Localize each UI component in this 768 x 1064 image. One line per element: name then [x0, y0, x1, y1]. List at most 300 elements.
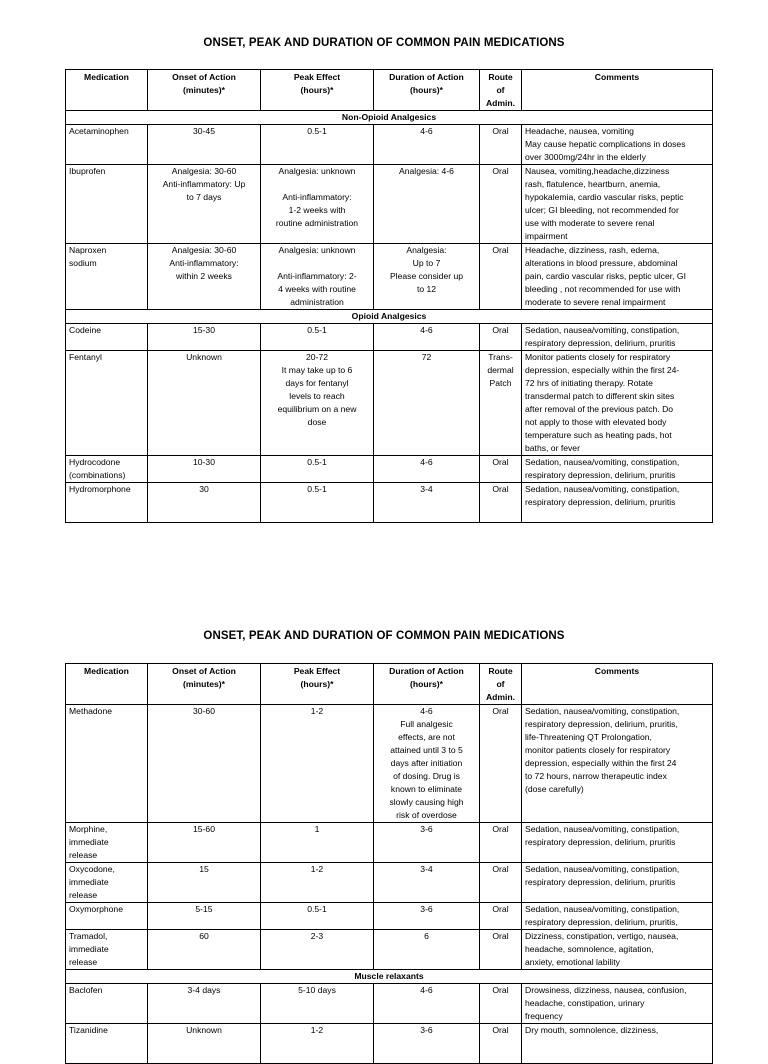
header-text: Peak Effect: [293, 72, 341, 82]
cell-line: Oral: [492, 166, 509, 176]
cell-line: 1: [314, 824, 320, 834]
cell-line: depression, especially within the first 24-: [525, 365, 680, 375]
cell-line: temperature such as heating pads, hot: [525, 430, 672, 440]
cell-line: known to eliminate: [390, 784, 463, 794]
cell-line: Oral: [492, 126, 509, 136]
cell-line: routine administration: [275, 218, 359, 228]
cell-comments: [522, 823, 713, 863]
cell-line: ulcer; GI bleeding, not recommended for: [525, 205, 679, 215]
cell-line: 15-60: [193, 824, 215, 834]
header-route: [480, 664, 522, 705]
header-text: Duration of Action: [389, 72, 464, 82]
cell-line: 0.5-1: [307, 126, 327, 136]
cell-line: headache, constipation, urinary: [525, 998, 645, 1008]
header-text: (minutes)*: [182, 85, 226, 95]
header-comments: [522, 70, 713, 111]
cell-duration: [374, 324, 480, 351]
cell-peak: [261, 125, 374, 165]
cell-duration: [374, 456, 480, 483]
cell-medication: [66, 930, 148, 970]
header-text: (hours)*: [300, 679, 334, 689]
cell-line: Headache, dizziness, rash, edema,: [525, 245, 660, 255]
cell-route: [480, 863, 522, 903]
cell-line: 4 weeks with routine: [278, 284, 356, 294]
header-medication: [66, 664, 148, 705]
table-row: [66, 244, 713, 310]
cell-onset: [148, 863, 261, 903]
table-row: [66, 823, 713, 863]
header-duration: [374, 664, 480, 705]
cell-onset: [148, 165, 261, 244]
cell-line: 15: [199, 864, 209, 874]
cell-line: Sedation, nausea/vomiting, constipation,: [525, 706, 680, 716]
cell-line: immediate: [69, 877, 109, 887]
page-title-1: ONSET, PEAK AND DURATION OF COMMON PAIN MEDICATIONS: [203, 37, 565, 49]
cell-line: Full analgesic: [400, 719, 453, 729]
cell-line: life-Threatening QT Prolongation,: [525, 732, 652, 742]
cell-route: [480, 1024, 522, 1064]
cell-peak: [261, 903, 374, 930]
cell-line: Codeine: [69, 325, 102, 335]
cell-line: Methadone: [69, 706, 113, 716]
cell-line: Dizziness, constipation, vertigo, nausea,: [525, 931, 679, 941]
cell-line: Analgesia: 4-6: [399, 166, 454, 176]
header-text: (minutes)*: [182, 679, 226, 689]
cell-line: 10-30: [193, 457, 215, 467]
cell-line: immediate: [69, 944, 109, 954]
cell-duration: [374, 244, 480, 310]
cell-line: Sedation, nausea/vomiting, constipation,: [525, 864, 680, 874]
cell-route: [480, 456, 522, 483]
cell-comments: [522, 705, 713, 823]
cell-line: after removal of the previous patch. Do: [525, 404, 674, 414]
header-text: Admin.: [485, 692, 516, 702]
cell-onset: [148, 903, 261, 930]
cell-line: Oral: [492, 484, 509, 494]
cell-peak: [261, 930, 374, 970]
cell-medication: [66, 903, 148, 930]
cell-line: Tramadol,: [69, 931, 108, 941]
cell-line: 4-6: [420, 985, 433, 995]
cell-line: Anti-inflammatory: 2-: [277, 271, 357, 281]
cell-duration: [374, 351, 480, 456]
pain-medication-table-1: [65, 69, 713, 523]
cell-line: Analgesia:: [406, 245, 447, 255]
cell-line: Baclofen: [69, 985, 103, 995]
table-row: [66, 456, 713, 483]
cell-medication: [66, 351, 148, 456]
cell-line: Unknown: [186, 1025, 222, 1035]
cell-line: Patch: [489, 378, 512, 388]
cell-line: sodium: [69, 258, 97, 268]
table-row: [66, 125, 713, 165]
cell-line: Sedation, nausea/vomiting, constipation,: [525, 457, 680, 467]
cell-medication: [66, 984, 148, 1024]
cell-medication: [66, 324, 148, 351]
cell-line: Unknown: [186, 352, 222, 362]
cell-duration: [374, 823, 480, 863]
cell-route: [480, 125, 522, 165]
cell-medication: [66, 705, 148, 823]
header-row: [66, 664, 713, 705]
cell-duration: [374, 984, 480, 1024]
cell-comments: [522, 903, 713, 930]
cell-line: Monitor patients closely for respiratory: [525, 352, 671, 362]
header-duration: [374, 70, 480, 111]
cell-route: [480, 984, 522, 1024]
header-text: (hours)*: [300, 85, 334, 95]
cell-line: dose: [307, 417, 327, 427]
cell-line: 1-2: [310, 1025, 324, 1035]
section-row: [66, 111, 713, 125]
section-header: Opioid Analgesics: [66, 310, 713, 324]
cell-line: slowly causing high: [389, 797, 464, 807]
cell-comments: [522, 483, 713, 523]
table-row: [66, 1024, 713, 1064]
cell-line: use with moderate to severe renal: [525, 218, 655, 228]
cell-line: 1-2 weeks with: [288, 205, 346, 215]
cell-onset: [148, 705, 261, 823]
cell-duration: [374, 125, 480, 165]
cell-line: Oral: [492, 1025, 509, 1035]
cell-line: respiratory depression, delirium, pruritis: [525, 497, 676, 507]
cell-onset: [148, 930, 261, 970]
cell-line: release: [69, 957, 98, 967]
cell-duration: [374, 483, 480, 523]
cell-line: risk of overdose: [396, 810, 457, 820]
cell-onset: [148, 823, 261, 863]
cell-line: anxiety, emotional lability: [525, 957, 620, 967]
table-row: [66, 351, 713, 456]
pain-medication-table-2: [65, 663, 713, 1064]
header-text: Route: [488, 72, 513, 82]
cell-line: 5-15: [195, 904, 213, 914]
cell-line: to 72 hours, narrow therapeutic index: [525, 771, 667, 781]
cell-line: days after initiation: [390, 758, 463, 768]
cell-line: impairment: [525, 231, 568, 241]
header-text: of: [496, 679, 505, 689]
header-row: [66, 70, 713, 111]
cell-line: Analgesia: 30-60: [171, 166, 237, 176]
cell-line: levels to reach: [289, 391, 345, 401]
cell-route: [480, 483, 522, 523]
cell-line: 30: [199, 484, 209, 494]
header-text: Peak Effect: [293, 666, 341, 676]
cell-medication: [66, 456, 148, 483]
cell-line: Tizanidine: [69, 1025, 108, 1035]
cell-line: 0.5-1: [307, 904, 327, 914]
cell-line: Analgesia: unknown: [278, 245, 356, 255]
cell-line: not apply to those with elevated body: [525, 417, 667, 427]
cell-line: of dosing. Drug is: [393, 771, 460, 781]
cell-line: Sedation, nausea/vomiting, constipation,: [525, 824, 680, 834]
cell-line: respiratory depression, delirium, pruritis,: [525, 719, 678, 729]
cell-peak: [261, 351, 374, 456]
cell-line: 4-6: [420, 457, 433, 467]
cell-line: effects, are not: [398, 732, 455, 742]
table-row: [66, 483, 713, 523]
header-medication: [66, 70, 148, 111]
header-text: Onset of Action: [172, 666, 236, 676]
cell-route: [480, 244, 522, 310]
cell-duration: [374, 165, 480, 244]
cell-line: respiratory depression, delirium, pruritis: [525, 877, 676, 887]
cell-line: Oxycodone,: [69, 864, 115, 874]
cell-medication: [66, 483, 148, 523]
cell-comments: [522, 930, 713, 970]
cell-line: 3-6: [420, 1025, 433, 1035]
cell-line: 15-30: [193, 325, 215, 335]
cell-line: Sedation, nausea/vomiting, constipation,: [525, 904, 680, 914]
cell-line: 6: [424, 931, 429, 941]
header-text: Route: [488, 666, 513, 676]
header-peak: [261, 664, 374, 705]
cell-comments: [522, 456, 713, 483]
cell-line: respiratory depression, delirium, pruritis: [525, 338, 676, 348]
table-row: [66, 984, 713, 1024]
cell-line: Oral: [492, 931, 509, 941]
cell-duration: [374, 863, 480, 903]
cell-line: 2-3: [310, 931, 324, 941]
cell-line: Oral: [492, 457, 509, 467]
cell-line: headache, somnolence, agitation,: [525, 944, 654, 954]
cell-line: Please consider up: [389, 271, 464, 281]
cell-line: Oral: [492, 325, 509, 335]
cell-onset: [148, 125, 261, 165]
cell-line: Oral: [492, 985, 509, 995]
cell-route: [480, 823, 522, 863]
cell-line: days for fentanyl: [285, 378, 349, 388]
cell-line: Naproxen: [69, 245, 107, 255]
cell-line: Oral: [492, 824, 509, 834]
cell-line: Fentanyl: [69, 352, 102, 362]
cell-comments: [522, 244, 713, 310]
cell-line: respiratory depression, delirium, pruritis: [525, 837, 676, 847]
cell-line: [264, 257, 370, 270]
table-row: [66, 863, 713, 903]
cell-line: Oral: [492, 706, 509, 716]
cell-peak: [261, 1024, 374, 1064]
cell-line: Drowsiness, dizziness, nausea, confusion,: [525, 985, 687, 995]
cell-line: 1-2: [310, 864, 324, 874]
cell-line: release: [69, 850, 98, 860]
cell-line: 72: [421, 352, 432, 362]
header-text: (hours)*: [410, 85, 443, 95]
header-onset: [148, 70, 261, 111]
cell-peak: [261, 823, 374, 863]
header-text: (hours)*: [410, 679, 443, 689]
cell-line: Oxymorphone: [69, 904, 123, 914]
header-text: of: [496, 85, 505, 95]
cell-medication: [66, 125, 148, 165]
cell-line: Oral: [492, 904, 509, 914]
header-onset: [148, 664, 261, 705]
cell-line: Nausea, vomiting,headache,dizziness: [525, 166, 670, 176]
header-text: Medication: [84, 666, 129, 676]
cell-line: bleeding , not recommended for use with: [525, 284, 681, 294]
cell-duration: [374, 705, 480, 823]
cell-line: rash, flatulence, heartburn, anemia,: [525, 179, 661, 189]
cell-medication: [66, 863, 148, 903]
cell-medication: [66, 1024, 148, 1064]
cell-line: respiratory depression, delirium, pruritis,: [525, 917, 678, 927]
cell-line: respiratory depression, delirium, pruritis: [525, 470, 676, 480]
cell-duration: [374, 930, 480, 970]
header-text: Admin.: [485, 98, 516, 108]
cell-route: [480, 903, 522, 930]
header-route: [480, 70, 522, 111]
cell-onset: [148, 483, 261, 523]
cell-duration: [374, 1024, 480, 1064]
cell-route: [480, 930, 522, 970]
cell-line: Dry mouth, somnolence, dizziness,: [525, 1025, 659, 1035]
cell-line: 60: [199, 931, 209, 941]
cell-line: Analgesia: unknown: [278, 166, 356, 176]
header-text: Comments: [594, 666, 640, 676]
cell-line: Acetaminophen: [69, 126, 129, 136]
cell-line: attained until 3 to 5: [390, 745, 463, 755]
cell-line: Sedation, nausea/vomiting, constipation,: [525, 484, 680, 494]
cell-line: administration: [290, 297, 344, 307]
cell-onset: [148, 1024, 261, 1064]
cell-route: [480, 165, 522, 244]
cell-comments: [522, 125, 713, 165]
cell-line: 3-4 days: [187, 985, 221, 995]
cell-medication: [66, 244, 148, 310]
cell-line: Anti-inflammatory:: [282, 192, 352, 202]
cell-duration: [374, 903, 480, 930]
cell-line: Headache, nausea, vomiting: [525, 126, 634, 136]
header-text: Duration of Action: [389, 666, 464, 676]
cell-medication: [66, 823, 148, 863]
cell-line: depression, especially within the first 24: [525, 758, 677, 768]
cell-line: release: [69, 890, 98, 900]
cell-peak: [261, 244, 374, 310]
header-text: Medication: [84, 72, 129, 82]
cell-onset: [148, 351, 261, 456]
cell-line: Oral: [492, 245, 509, 255]
cell-medication: [66, 165, 148, 244]
cell-peak: [261, 705, 374, 823]
cell-peak: [261, 984, 374, 1024]
section-header: Muscle relaxants: [66, 970, 713, 984]
cell-line: within 2 weeks: [176, 271, 232, 281]
section-row: [66, 970, 713, 984]
cell-line: 20-72: [306, 352, 328, 362]
cell-line: frequency: [525, 1011, 563, 1021]
cell-route: [480, 705, 522, 823]
cell-line: 4-6: [420, 706, 433, 716]
cell-line: 4-6: [420, 325, 433, 335]
cell-line: 3-4: [420, 864, 433, 874]
cell-line: pain, cardio vascular risks, peptic ulcer, GI: [525, 271, 686, 281]
cell-route: [480, 324, 522, 351]
cell-line: monitor patients closely for respiratory: [525, 745, 671, 755]
cell-line: 0.5-1: [307, 457, 327, 467]
cell-line: It may take up to 6: [281, 365, 353, 375]
cell-line: [264, 178, 370, 191]
cell-line: hypokalemia, cardio vascular risks, peptic: [525, 192, 684, 202]
cell-comments: [522, 165, 713, 244]
cell-line: 3-4: [420, 484, 433, 494]
cell-line: Morphine,: [69, 824, 108, 834]
cell-line: Trans-: [488, 352, 513, 362]
cell-line: Sedation, nausea/vomiting, constipation,: [525, 325, 680, 335]
table-row: [66, 324, 713, 351]
cell-comments: [522, 351, 713, 456]
cell-line: 5-10 days: [298, 985, 336, 995]
cell-line: Anti-inflammatory: Up: [162, 179, 246, 189]
cell-line: (dose carefully): [525, 784, 584, 794]
cell-peak: [261, 165, 374, 244]
table-row: [66, 903, 713, 930]
cell-line: 30-45: [193, 126, 215, 136]
cell-line: Oral: [492, 864, 509, 874]
cell-line: 30-60: [193, 706, 215, 716]
cell-line: over 3000mg/24hr in the elderly: [525, 152, 646, 162]
cell-peak: [261, 456, 374, 483]
cell-line: baths, or fever: [525, 443, 580, 453]
cell-line: 4-6: [420, 126, 433, 136]
cell-onset: [148, 244, 261, 310]
cell-line: 72 hrs of initiating therapy. Rotate: [525, 378, 653, 388]
cell-comments: [522, 1024, 713, 1064]
section-header: Non-Opioid Analgesics: [66, 111, 713, 125]
cell-line: 0.5-1: [307, 484, 327, 494]
cell-line: dermal: [487, 365, 514, 375]
cell-line: 0.5-1: [307, 325, 327, 335]
cell-peak: [261, 324, 374, 351]
cell-line: immediate: [69, 837, 109, 847]
header-text: Onset of Action: [172, 72, 236, 82]
cell-line: 3-6: [420, 824, 433, 834]
cell-onset: [148, 984, 261, 1024]
cell-onset: [148, 456, 261, 483]
cell-line: moderate to severe renal impairment: [525, 297, 666, 307]
cell-line: Anti-inflammatory:: [169, 258, 239, 268]
cell-onset: [148, 324, 261, 351]
cell-line: 1-2: [310, 706, 324, 716]
cell-peak: [261, 863, 374, 903]
header-text: Comments: [594, 72, 640, 82]
cell-comments: [522, 863, 713, 903]
cell-line: May cause hepatic complications in doses: [525, 139, 686, 149]
cell-line: Analgesia: 30-60: [171, 245, 237, 255]
header-comments: [522, 664, 713, 705]
cell-line: 3-6: [420, 904, 433, 914]
cell-comments: [522, 984, 713, 1024]
cell-peak: [261, 483, 374, 523]
cell-line: Up to 7: [412, 258, 441, 268]
cell-comments: [522, 324, 713, 351]
cell-line: (combinations): [69, 470, 126, 480]
cell-line: to 7 days: [186, 192, 222, 202]
cell-line: Hydrocodone: [69, 457, 121, 467]
cell-line: to 12: [416, 284, 437, 294]
table-row: [66, 930, 713, 970]
cell-line: Ibuprofen: [69, 166, 106, 176]
section-row: [66, 310, 713, 324]
table-row: [66, 705, 713, 823]
header-peak: [261, 70, 374, 111]
cell-line: transdermal patch to different skin sites: [525, 391, 675, 401]
cell-route: [480, 351, 522, 456]
cell-line: equilibrium on a new: [277, 404, 357, 414]
table-row: [66, 165, 713, 244]
cell-line: Hydromorphone: [69, 484, 131, 494]
page-title-2: ONSET, PEAK AND DURATION OF COMMON PAIN MEDICATIONS: [203, 630, 565, 642]
cell-line: alterations in blood pressure, abdominal: [525, 258, 678, 268]
